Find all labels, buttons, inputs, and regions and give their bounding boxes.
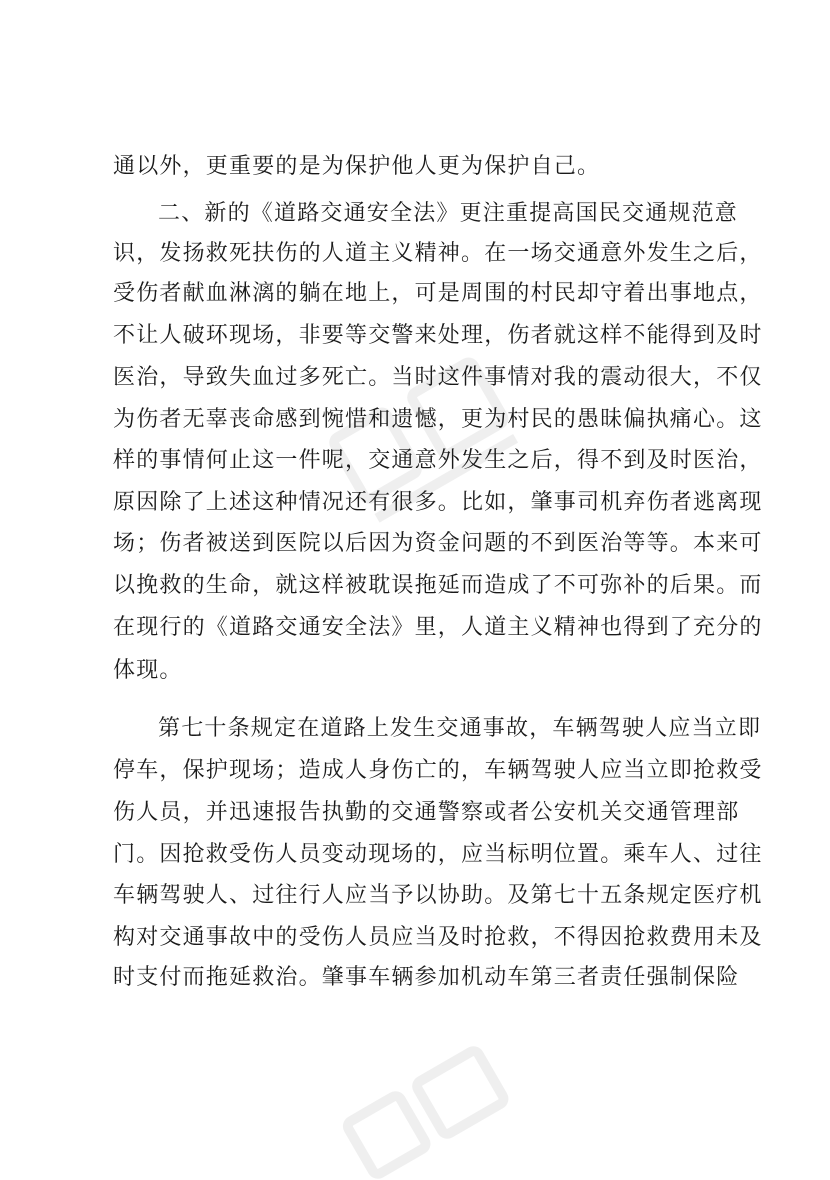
text-line: 医治，导致失血过多死亡。当时这件事情对我的震动很大，不仅 [113, 365, 763, 390]
text-line: 以挽救的生命，就这样被耽误拖延而造成了不可弥补的后果。而 [113, 573, 763, 598]
paragraph-start-line: 第七十条规定在道路上发生交通事故，车辆驾驶人应当立即 [158, 716, 762, 741]
text-line: 原因除了上述这种情况还有很多。比如，肇事司机弃伤者逃离现 [113, 490, 763, 515]
text-line: 在现行的《道路交通安全法》里，人道主义精神也得到了充分的 [113, 615, 763, 640]
text-line: 样的事情何止这一件呢，交通意外发生之后，得不到及时医治， [113, 448, 763, 473]
text-line: 为伤者无辜丧命感到惋惜和遗憾，更为村民的愚昧偏执痛心。这 [113, 407, 763, 432]
text-line: 场；伤者被送到医院以后因为资金问题的不到医治等等。本来可 [113, 531, 763, 556]
text-line: 时支付而拖延救治。肇事车辆参加机动车第三者责任强制保险 [113, 965, 740, 990]
text-line: 车辆驾驶人、过往行人应当予以协助。及第七十五条规定医疗机 [113, 883, 763, 908]
text-line: 通以外，更重要的是为保护他人更为保护自己。 [113, 154, 601, 179]
text-line: 识，发扬救死扶伤的人道主义精神。在一场交通意外发生之后， [113, 241, 763, 266]
text-line: 停车，保护现场；造成人身伤亡的，车辆驾驶人应当立即抢救受 [113, 758, 763, 783]
text-line: 伤人员，并迅速报告执勤的交通警察或者公安机关交通管理部 [113, 800, 740, 825]
text-line: 受伤者献血淋漓的躺在地上，可是周围的村民却守着出事地点， [113, 281, 763, 306]
text-line: 构对交通事故中的受伤人员应当及时抢救，不得因抢救费用未及 [113, 925, 763, 950]
text-line: 体现。 [113, 658, 183, 683]
text-line: 不让人破环现场，非要等交警来处理，伤者就这样不能得到及时 [113, 323, 763, 348]
text-line: 门。因抢救受伤人员变动现场的，应当标明位置。乘车人、过往 [113, 842, 763, 867]
watermark-logo-bottom [320, 1040, 540, 1180]
paragraph-start-line: 二、新的《道路交通安全法》更注重提高国民交通规范意 [158, 201, 739, 226]
